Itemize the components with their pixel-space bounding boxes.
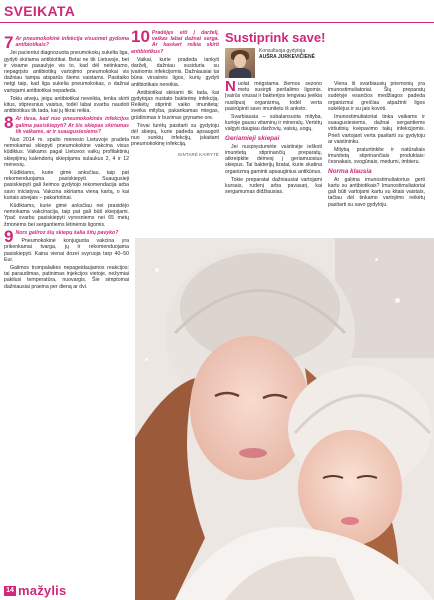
paragraph: Antibiotikai skiriami tik tada, kai gydytojas nustato bakterinę infekciją. Reikėtų stiprinti vaiko imunitetą: sveika mityba, pakankamas miegas, grūdinimas ir buvimas gryname ore.	[131, 89, 219, 121]
sidebar-article	[225, 30, 425, 210]
snowflake	[155, 268, 159, 272]
paragraph: Pneumokokinė konjuguota vakcina yra prikenkamai tvarga, jų ir rekomenduojama pasiskiepyti. Kaina vienai dozei svyruoja tarp 40–50 Eur.	[4, 238, 129, 263]
subheading: Norma klausia	[328, 167, 372, 175]
paragraph: Jei pacientui diagnozuota pneumokokų sukelta liga, gydyti skiriama antibiotikai. Betai ne tik Lietuvoje, bet ir visame pasaulyje vis to, kad dėl netinkamo, nepagrįsto antibiotikų vartojimo pneumokokai vis dažniau tampa atsparūs šiems vaistams. Pasitaiko netgi taip, kad liga sukelia pneumokokas, o dažnai vartojami antibiotikai nepadeda.	[4, 50, 129, 94]
paragraph: Tokie preparatai dažniausiai vartojami kursais, rudenį arba pavasarį, kai sergamumas didžiausias.	[225, 176, 322, 196]
consultant-text	[259, 48, 315, 60]
paragraph: Viena iš svarbiausių priemonių yra imunostimuliatoriai. Šių preparatų sudėtyje esančios medžiagos padeda organizmui greičiau atpažinti ligos sukėlėjus ir su jais kovoti.	[328, 81, 425, 112]
paragraph: Jei nuspręstumėte vaistinėje ieškoti imunitetą stiprinančių preparatų, atkreipkite dėmesį į geriamuosius skiepus. Tai bakterijų lizatai, kurie skatina organizmą gaminti apsauginius antikūnus.	[225, 143, 322, 175]
winter-portrait-illustration	[135, 238, 434, 600]
drop-cap: N	[225, 78, 236, 95]
page-header	[0, 0, 434, 24]
question-8	[4, 113, 129, 135]
sidebar-col-right	[328, 81, 425, 210]
paragraph: Vaikai, kurie pradeda lankyti darželį, dažniau susiduria su įvairiomis infekcijomis. Dažniausiai tai būna virusinės ligos, kurių gydyti antibiotikais nereikia.	[131, 56, 219, 88]
section-title: SVEIKATA	[4, 3, 76, 19]
snowflake	[395, 298, 400, 303]
column-2	[131, 27, 219, 158]
paragraph: Tėvai turėtų pasitarti su gydytoju dėl skiepų, kurie padeda apsaugoti nuo sunkių infekcijų, įskaitant pneumokokinę infekciją.	[131, 122, 219, 148]
header-rule	[0, 22, 434, 23]
page-number: 14	[4, 586, 16, 596]
question-text: Ar tiesa, kad nuo pneumokokinės infekcijos galima pasiskiepyti? Ar šis skiepas skiriamas tik vaikams, ar ir suaugusiesiems?	[15, 116, 129, 135]
paragraph: Nuolat mėgstama žiemos sezono metu susirgti peršalimo ligomis. Įvairūs virusai ir bakterijos lengviau įveikia nusilpusį organizmą, todėl verta pasirūpinti savo imunitetu iš anksto.	[225, 78, 322, 112]
paragraph: Imunostimuliatoriai tinka vaikams ir suaugusiesiems, dažnai sergantiems viršutinių kvėpavimo takų infekcijomis. Prieš vartojant verta pasitarti su gydytoju ar vaistininku.	[328, 114, 425, 145]
paragraph: Galimos trumpalaikės nepageidaujamos reakcijos: tai paraudimas, patinimas injekcijos vietoje, nežymiai pakilusi temperatūra, nuovargis. Šie simptomai dažniausiai praeina per dieną ar dvi.	[4, 264, 129, 290]
sidebar-col-left	[225, 78, 322, 210]
consultant-block	[225, 48, 425, 78]
paragraph: Svarbiausia – subalansuota mityba, kurioje gausu vitaminų ir mineralų. Vertėtų valgyti daugiau daržovių, vaisių, uogų.	[225, 114, 322, 133]
page-footer	[0, 582, 434, 600]
column-1	[4, 33, 129, 292]
question-9	[4, 226, 129, 246]
question-7	[4, 33, 129, 52]
question-number: 9	[4, 226, 14, 246]
paragraph: Mitybą praturtinkite ir natūraliais imunitetą stiprinančiais produktais: česnakais, svogūnais, medumi, imbieru.	[328, 147, 425, 166]
sidebar-columns	[225, 78, 425, 210]
consultant-photo	[225, 48, 255, 78]
paragraph: Tokiu atveju, jeigu antibiotikai neveikia, tenka skirti kitus, stipresnius vaistus, todėl labai svarbu naudoti antibiotikus tik tada, kai jų tikrai reikia.	[4, 95, 129, 115]
article-title: Sustiprink save!	[225, 30, 326, 45]
consultant-name: AUŠRA JURKEVIČIENĖ	[259, 54, 315, 60]
paragraph: Kūdikiams, kurie gimė anksčiau, taip pat rekomenduojama pasiskiepyti. Suaugusieji pasiskiepyti gali šeimos gydytojo rekomendacija arba savo iniciatyva. Vakcina skiriama vieną kartą, o kai kuriais atvejais – pakartotinai.	[4, 170, 129, 201]
question-number: 10	[131, 27, 150, 46]
snowflake	[375, 258, 378, 261]
question-number: 7	[4, 33, 14, 52]
mother-child-photo	[135, 238, 434, 600]
paragraph: Ar galima imunostimuliatorius gerti kartu su antibiotikais? Imunostimuliatoriai gali būti vartojami kartu su kitais vaistais, tačiau dėl tinkamo vartojimo reikėtų pasitarti su savo gydytoju.	[328, 176, 425, 208]
paragraph: Nuo 2014 m. spalio mėnesio Lietuvoje pradėta nemokamai skiepyti pneumokokine vakcina visus kūdikius. Vaikams pagal Lietuvos vaikų profilaktinių skiepijimų kalendorių skiepijama sulaukus 2, 4 ir 12 mėnesių.	[4, 137, 129, 168]
question-text: Pradėjęs eiti į darželį, vaikas labai dažnai serga. Ar kaskart reikia skirti antibiotikus?	[131, 30, 219, 55]
consultant-role: Konsultuoja gydytoja	[259, 48, 306, 54]
question-number: 8	[4, 113, 14, 133]
magazine-logo: mažylis	[18, 583, 67, 598]
subheading: Geriamieji skiepai	[225, 134, 280, 142]
question-10	[131, 27, 219, 55]
paragraph: Kūdikiams, kurie gimė anksčiau nei prasidėjo nemokama vakcinacija, taip pat gali būti skiepijami. Ypač svarbu pasiskiepyti vyresniems nei 65 metų žmonėms bei sergantiems lėtinėmis ligomis.	[4, 203, 129, 228]
snowflake	[145, 358, 148, 361]
question-text: Nors galiroz šių skiepų šalia šitų pavyko?	[15, 229, 119, 236]
question-text: Ar pneumokokinė infekcija visuomet gydoma antibiotikais?	[15, 36, 129, 49]
author-byline: GINTARĖ KAIRYTĖ	[177, 151, 219, 157]
